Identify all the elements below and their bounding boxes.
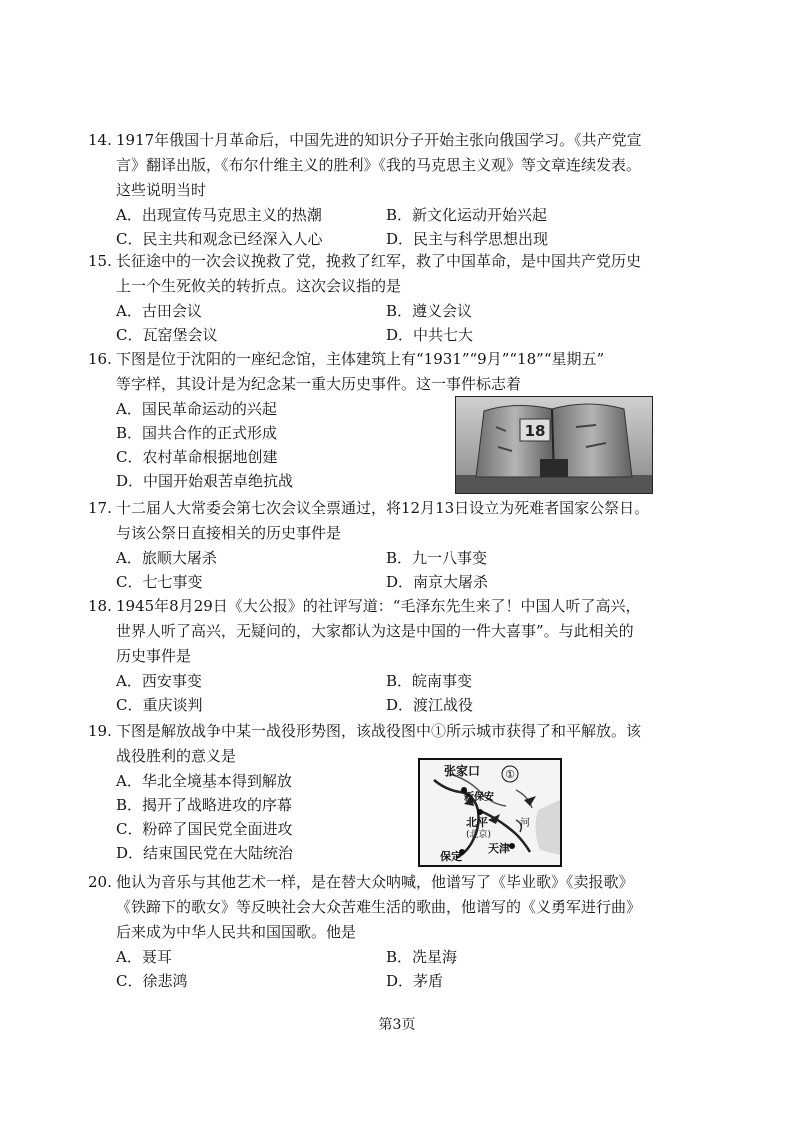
option-d[interactable]: D．中国开始艰苦卓绝抗战 (116, 472, 294, 490)
question-14 (88, 128, 668, 251)
option-b[interactable]: B．冼星海 (386, 948, 458, 966)
stem-line: 下图是解放战争中某一战役形势图，该战役图中①所示城市获得了和平解放。该 (116, 722, 642, 740)
question-number: 17. (88, 499, 112, 517)
stem-line: 下图是位于沈阳的一座纪念馆，主体建筑上有“1931”“9月”“18”“星期五” (116, 350, 605, 368)
question-stem (88, 870, 668, 945)
stem-line: 后来成为中华人民共和国国歌。他是 (116, 923, 357, 941)
option-c[interactable]: C．粉碎了国民党全面进攻 (116, 820, 293, 838)
option-c[interactable]: C．民主共和观念已经深入人心 (116, 230, 323, 248)
option-a[interactable]: A．华北全境基本得到解放 (116, 772, 292, 790)
map-label-tianjin: 天津 (488, 842, 510, 855)
options (116, 299, 668, 347)
option-d[interactable]: D．结束国民党在大陆统治 (116, 844, 294, 862)
question-20 (88, 870, 668, 993)
option-c[interactable]: C．瓦窑堡会议 (116, 326, 218, 344)
options (116, 769, 668, 865)
options (116, 203, 668, 251)
memorial-illustration (456, 397, 652, 493)
option-b[interactable]: B．揭开了战略进攻的序幕 (116, 796, 293, 814)
option-c[interactable]: C．农村革命根据地创建 (116, 448, 278, 466)
option-a[interactable]: A．古田会议 (116, 302, 202, 320)
option-b[interactable]: B．新文化运动开始兴起 (386, 206, 548, 224)
question-stem (88, 347, 668, 397)
question-19 (88, 719, 668, 865)
question-stem (88, 719, 668, 769)
question-number: 19. (88, 722, 112, 740)
option-a[interactable]: A．旅顺大屠杀 (116, 549, 217, 567)
option-d[interactable]: D．民主与科学思想出现 (386, 230, 549, 248)
question-stem (88, 496, 668, 546)
stem-line: 这些说明当时 (116, 181, 207, 199)
option-d[interactable]: D．渡江战役 (386, 696, 474, 714)
stem-line: 十二届人大常委会第七次会议全票通过，将12月13日设立为死难者国家公祭日。 (116, 499, 650, 517)
option-a[interactable]: A．国民革命运动的兴起 (116, 400, 277, 418)
stem-line: 长征途中的一次会议挽救了党，挽救了红军，救了中国革命，是中国共产党历史 (116, 252, 642, 270)
question-number: 20. (88, 873, 112, 891)
map-label-beiping: 北平 (466, 816, 488, 829)
options (116, 546, 668, 594)
stem-line: 战役胜利的意义是 (116, 747, 237, 765)
map-label-xinbaoan: 新保安 (464, 792, 494, 803)
option-b[interactable]: B．皖南事变 (386, 672, 473, 690)
option-c[interactable]: C．徐悲鸿 (116, 972, 188, 990)
map-label-zhangjiakou: 张家口 (444, 764, 481, 778)
question-18 (88, 594, 668, 717)
memorial-photo (455, 396, 653, 494)
stem-line: 1917年俄国十月革命后，中国先进的知识分子开始主张向俄国学习。《共产党宣 (116, 131, 642, 149)
question-17 (88, 496, 668, 594)
stem-line: 言》翻译出版，《布尔什维主义的胜利》《我的马克思主义观》等文章连续发表。 (116, 156, 642, 174)
question-stem (88, 128, 668, 203)
map-label-river: 河 (520, 818, 530, 829)
option-b[interactable]: B．国共合作的正式形成 (116, 424, 278, 442)
question-number: 15. (88, 252, 112, 270)
question-number: 18. (88, 597, 112, 615)
option-b[interactable]: B．九一八事变 (386, 549, 488, 567)
stem-line: 历史事件是 (116, 647, 192, 665)
option-a[interactable]: A．出现宣传马克思主义的热潮 (116, 206, 322, 224)
option-c[interactable]: C．重庆谈判 (116, 696, 203, 714)
stem-line: 1945年8月29日《大公报》的社评写道：“毛泽东先生来了！中国人听了高兴， (116, 597, 641, 615)
option-c[interactable]: C．七七事变 (116, 573, 203, 591)
map-label-marker: ① (505, 768, 515, 781)
question-number: 16. (88, 350, 112, 368)
page-number: 第3页 (378, 1017, 416, 1033)
option-d[interactable]: D．茅盾 (386, 972, 444, 990)
question-number: 14. (88, 131, 112, 149)
stem-line: 《铁蹄下的歌女》等反映社会大众苦难生活的歌曲，他谱写的《义勇军进行曲》 (116, 898, 642, 916)
option-a[interactable]: A．聂耳 (116, 948, 172, 966)
stem-line: 等字样，其设计是为纪念某一重大历史事件。这一事件标志着 (116, 375, 522, 393)
option-b[interactable]: B．遵义会议 (386, 302, 473, 320)
options (116, 945, 668, 993)
question-stem (88, 249, 668, 299)
stem-line: 世界人听了高兴，无疑问的，大家都认为这是中国的一件大喜事”。与此相关的 (116, 622, 634, 640)
battle-map-illustration (420, 760, 560, 865)
question-stem (88, 594, 668, 669)
options (116, 669, 668, 717)
stem-line: 与该公祭日直接相关的历史事件是 (116, 524, 342, 542)
option-a[interactable]: A．西安事变 (116, 672, 202, 690)
map-label-baoding: 保定 (440, 850, 462, 863)
option-d[interactable]: D．南京大屠杀 (386, 573, 489, 591)
map-label-beijing: (北京) (466, 830, 492, 840)
stem-line: 他认为音乐与其他艺术一样，是在替大众呐喊，他谱写了《毕业歌》《卖报歌》 (116, 873, 634, 891)
battle-map (418, 758, 562, 867)
option-d[interactable]: D．中共七大 (386, 326, 474, 344)
stem-line: 上一个生死攸关的转折点。这次会议指的是 (116, 277, 402, 295)
memorial-label: 18 (524, 422, 546, 440)
question-15 (88, 249, 668, 347)
